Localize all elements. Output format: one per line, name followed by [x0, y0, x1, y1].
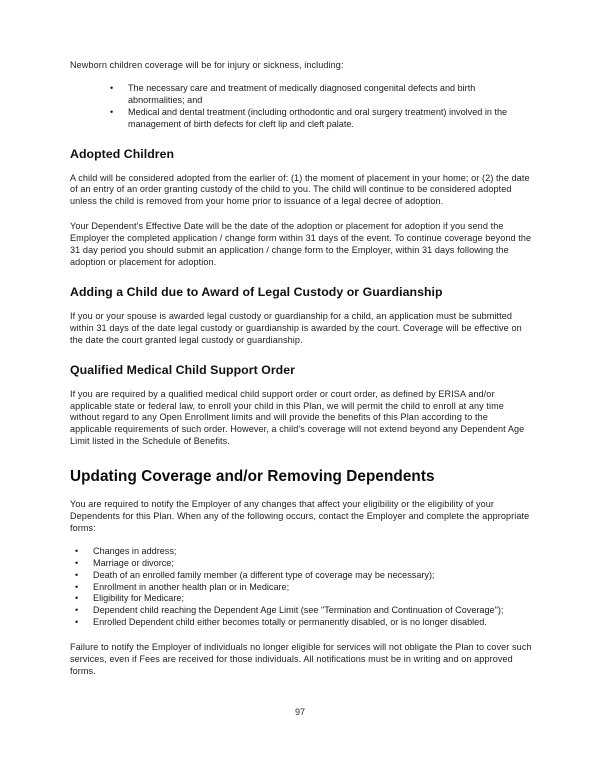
spacer — [70, 535, 532, 546]
spacer — [70, 72, 532, 83]
list-item-text: The necessary care and treatment of medically diagnosed congenital defects and birth abnormalities; and — [128, 82, 476, 105]
bullet-icon: • — [110, 106, 114, 117]
spacer — [70, 486, 532, 499]
bullet-icon: • — [75, 545, 79, 556]
bullet-icon: • — [75, 617, 79, 628]
legal-custody-paragraph: If you or your spouse is awarded legal custody or guardianship for a child, an application must be submitted within 31 days of the date legal custody or guardianship is awarded by the court. Coverage will be effective on the date the court granted legal custody or guardianship. — [70, 310, 522, 345]
updating-coverage-closing: Failure to notify the Employer of individuals no longer eligible for services will not obligate the Plan to cover such services, even if Fees are received for those individuals. All notifications must be in writing and on approved forms. — [70, 642, 532, 676]
list-item — [75, 582, 532, 594]
list-item — [110, 83, 532, 107]
spacer — [70, 131, 532, 147]
list-item — [110, 107, 532, 131]
page-number: 97 — [294, 707, 306, 717]
list-item-text: Medical and dental treatment (including orthodontic and oral surgery treatment) involved in the management of birth defects for cleft lip and cleft palate. — [128, 106, 508, 129]
spacer — [70, 269, 532, 285]
list-item-text: Enrolled Dependent child either becomes totally or permanently disabled, or is no longer disabled. — [93, 617, 487, 628]
list-item — [75, 605, 532, 617]
list-item — [75, 617, 532, 629]
updating-coverage-intro: You are required to notify the Employer of any changes that affect your eligibility or the eligibility of your Dependents for this Plan. When any of the following occurs, contact the Employer and complete the appropriate forms: — [70, 499, 530, 533]
bullet-icon: • — [75, 581, 79, 592]
list-item-text: Eligibility for Medicare; — [93, 593, 184, 604]
updating-coverage-list — [70, 546, 532, 629]
list-item — [75, 570, 532, 582]
bullet-icon: • — [75, 605, 79, 616]
spacer — [70, 629, 532, 642]
newborn-coverage-list — [70, 83, 532, 131]
section-heading-qmcso: Qualified Medical Child Support Order — [70, 362, 296, 377]
bullet-icon: • — [110, 82, 114, 93]
spacer — [70, 300, 532, 311]
spacer — [70, 208, 532, 221]
bullet-icon: • — [75, 593, 79, 604]
list-item-text: Marriage or divorce; — [93, 557, 174, 568]
adopted-children-paragraph-2: Your Dependent's Effective Date will be the date of the adoption or placement for adoption if you send the Employer the completed application / change form within 31 days of the event. To continue coverage beyond the 31 day period you should submit an application / change form to the Employer, within 31 days following the adoption or placement for adoption. — [70, 221, 532, 267]
list-item-text: Dependent child reaching the Dependent Age Limit (see "Termination and Continuation of Coverage"); — [93, 605, 504, 616]
qmcso-paragraph: If you are required by a qualified medical child support order or court order, as defined by ERISA and/or applicable state or federal law, to enroll your child in this Plan, we will permit the child to enroll at any time without regard to any Open Enrollment limits and will provide the benefits of this Plan according to the applicable requirements of such order. However, a child's coverage will not extend beyond any Dependent Age Limit listed in the Schedule of Benefits. — [70, 388, 525, 447]
spacer — [70, 448, 532, 467]
list-item — [75, 558, 532, 570]
list-item — [75, 546, 532, 558]
list-item — [75, 593, 532, 605]
list-item-text: Death of an enrolled family member (a different type of coverage may be necessary); — [93, 569, 435, 580]
spacer — [70, 162, 532, 173]
list-item-text: Enrollment in another health plan or in Medicare; — [93, 581, 290, 592]
section-heading-legal-custody: Adding a Child due to Award of Legal Custody or Guardianship — [70, 284, 443, 299]
section-heading-adopted-children: Adopted Children — [70, 146, 175, 161]
intro-paragraph: Newborn children coverage will be for injury or sickness, including: — [70, 60, 344, 70]
bullet-icon: • — [75, 557, 79, 568]
spacer — [70, 347, 532, 363]
main-heading-updating-coverage: Updating Coverage and/or Removing Dependents — [70, 468, 435, 486]
page-content — [70, 60, 532, 678]
bullet-icon: • — [75, 569, 79, 580]
list-item-text: Changes in address; — [93, 545, 177, 556]
adopted-children-paragraph-1: A child will be considered adopted from the earlier of: (1) the moment of placement in your home; or (2) the date of an entry of an order granting custody of the child to you. The child will continue to be considered adopted unless the child is removed from your home prior to issuance of a legal decree of adoption. — [70, 172, 530, 207]
spacer — [70, 378, 532, 389]
